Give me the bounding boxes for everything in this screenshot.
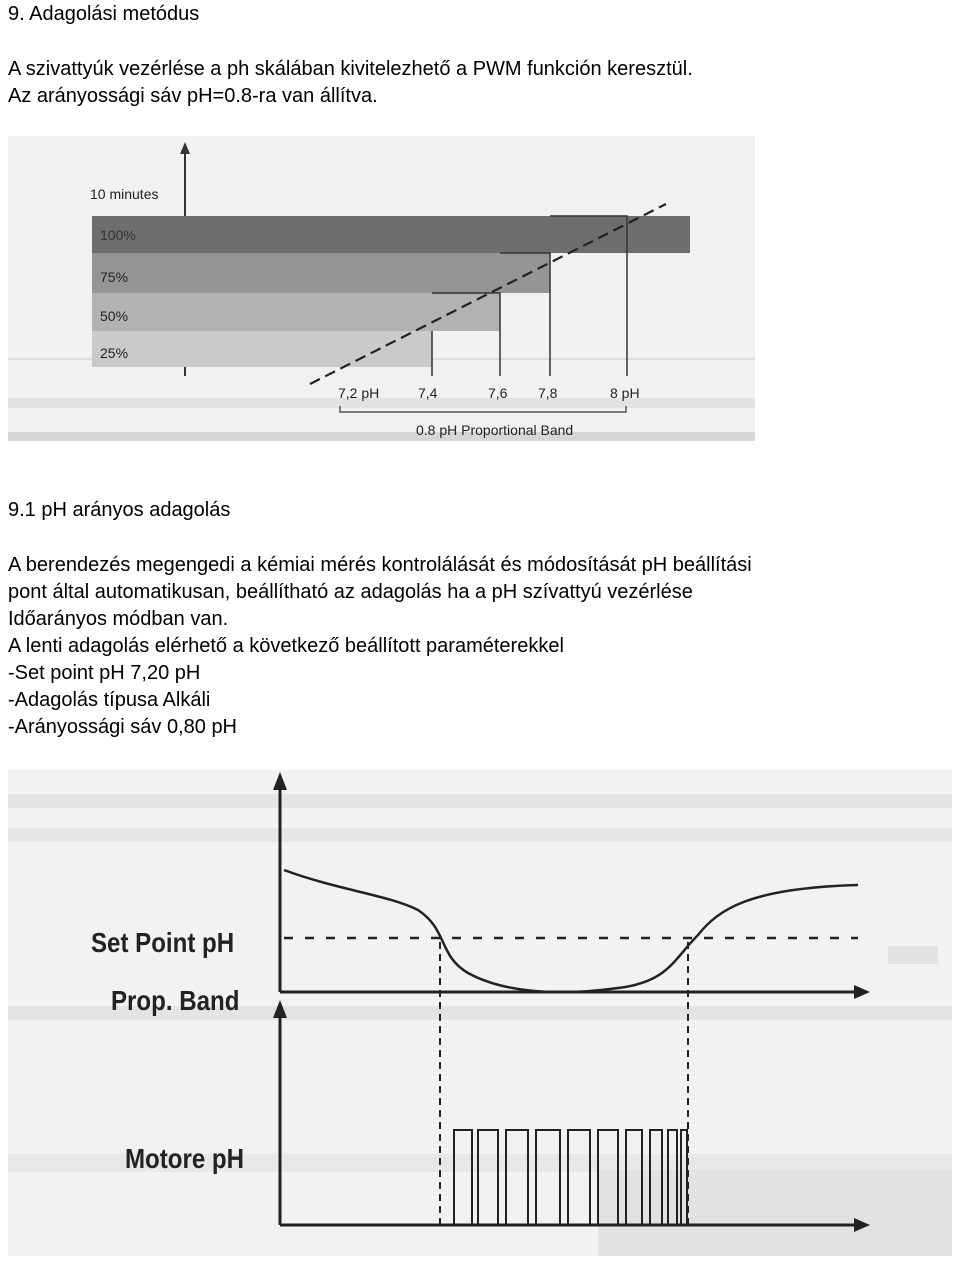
ph-tick-label: 7,6	[488, 385, 508, 401]
ph-tick-label: 7,2 pH	[338, 385, 380, 401]
scan-artifact	[8, 794, 952, 808]
band-100	[92, 216, 690, 253]
ph-tick-label: 7,8	[538, 385, 558, 401]
band-50	[92, 293, 500, 331]
band-caption: 0.8 pH Proportional Band	[416, 422, 574, 438]
body-paragraph	[8, 552, 948, 741]
body-line: -Set point pH 7,20 pH	[8, 662, 201, 684]
intro-line: Az arányossági sáv pH=0.8-ra van állítva.	[8, 85, 378, 107]
scan-artifact	[8, 432, 755, 441]
section-title: 9. Adagolási metódus	[8, 3, 200, 25]
time-label: 10 minutes	[90, 186, 159, 202]
body-line: -Adagolás típusa Alkáli	[8, 689, 211, 711]
proportional-band-figure	[8, 136, 755, 441]
scan-artifact	[8, 398, 755, 408]
ph-tick-label: 7,4	[418, 385, 438, 401]
proportional-band-diagram	[8, 136, 755, 441]
band-label: Prop. Band	[111, 984, 240, 1017]
intro-paragraph	[8, 56, 948, 110]
setpoint-label: Set Point pH	[90, 926, 235, 959]
body-line: A berendezés megengedi a kémiai mérés kontrolálását és módosítását pH beállítási	[8, 554, 752, 576]
scan-artifact	[8, 828, 952, 842]
body-line: A lenti adagolás elérhető a következő beállított paraméterekkel	[8, 635, 564, 657]
band-75	[92, 253, 550, 293]
band-label: 100%	[100, 227, 136, 243]
scan-artifact	[888, 946, 938, 964]
band-label: 50%	[100, 308, 129, 324]
band-label: 75%	[100, 269, 129, 285]
body-line: -Arányossági sáv 0,80 pH	[8, 716, 238, 738]
intro-line: A szivattyúk vezérlése a ph skálában kivitelezhető a PWM funkción keresztül.	[8, 58, 693, 80]
motor-pulse-diagram	[8, 770, 952, 1256]
band-label: 25%	[100, 345, 129, 361]
motor-label: Motore pH	[124, 1142, 245, 1175]
motor-pulse-figure	[8, 770, 952, 1256]
body-line: pont által automatikusan, beállítható az adagolás ha a pH szívattyú vezérlése	[8, 581, 693, 603]
subsection-title: 9.1 pH arányos adagolás	[8, 499, 231, 521]
body-line: Időarányos módban van.	[8, 608, 229, 630]
band-25	[92, 331, 432, 367]
ph-tick-label: 8 pH	[610, 385, 640, 401]
scan-artifact	[598, 1170, 952, 1256]
